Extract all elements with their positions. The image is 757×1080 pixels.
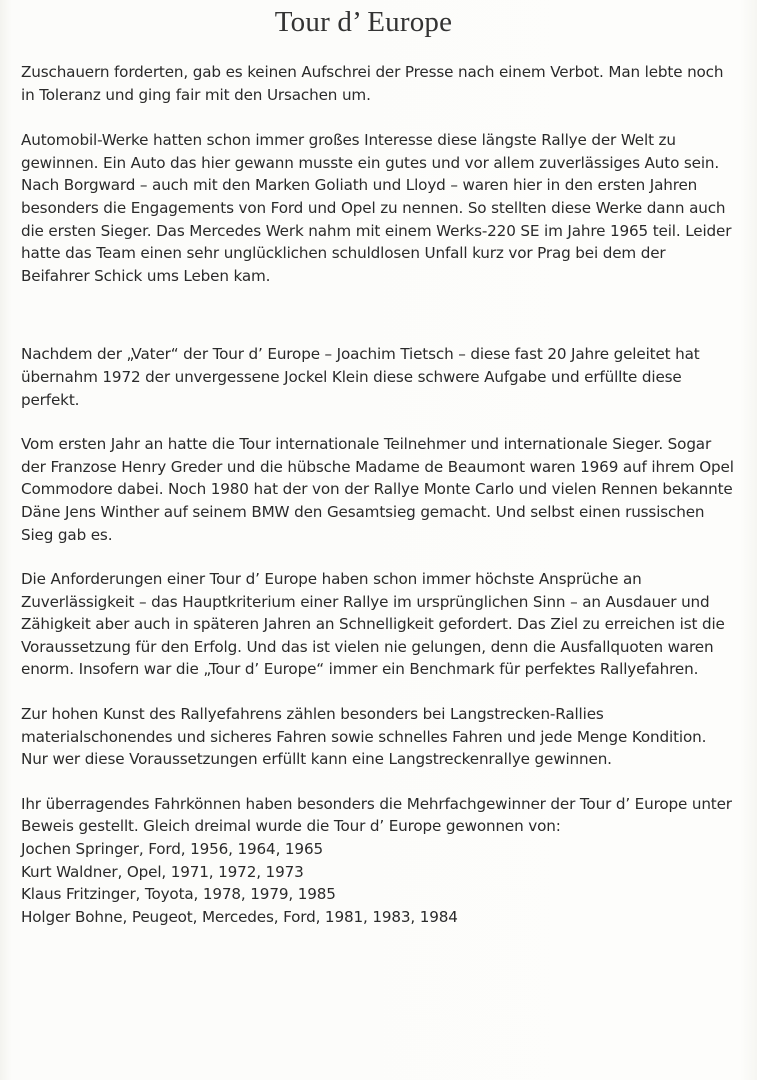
paragraph-7: Ihr überragendes Fahrkönnen haben besonders die Mehrfachgewinner der Tour d’ Europe unter Beweis gestellt. Gleich dreimal wurde die Tour d’ Europe gewonnen von: xyxy=(21,794,732,836)
list-item: Kurt Waldner, Opel, 1971, 1972, 1973 xyxy=(21,862,304,881)
paragraph-6: Zur hohen Kunst des Rallyefahrens zählen besonders bei Langstrecken-Rallies materialschonendes und sicheres Fahren sowie schnelles Fahren und jede Menge Kondition. Nur wer diese Voraussetzungen erfüllt kann eine Langstreckenrallye gewinnen. xyxy=(21,705,707,769)
paragraph-3: Nachdem der „Vater“ der Tour d’ Europe – Joachim Tietsch – diese fast 20 Jahre geleitet hat übernahm 1972 der unvergessene Jockel Klein diese schwere Aufgabe und erfüllte diese perfekt. xyxy=(21,345,700,409)
document-title: Tour d’ Europe xyxy=(274,6,453,38)
paragraph-1: Zuschauern forderten, gab es keinen Aufschrei der Presse nach einem Verbot. Man lebte noch in Toleranz und ging fair mit den Ursachen um. xyxy=(21,63,724,104)
list-item: Holger Bohne, Peugeot, Mercedes, Ford, 1981, 1983, 1984 xyxy=(21,907,458,926)
paragraph-4: Vom ersten Jahr an hatte die Tour internationale Teilnehmer und internationale Sieger. Sogar der Franzose Henry Greder und die hübsche Madame de Beaumont waren 1969 auf ihrem Opel Commodore dabei. Noch 1980 hat der von der Rallye Monte Carlo und vielen Rennen bekannte Däne Jens Winther auf seinem BMW den Gesamtsieg gemacht. Und selbst einen russischen Sieg gab es. xyxy=(21,435,734,544)
winners-list xyxy=(21,838,736,928)
paragraph-5: Die Anforderungen einer Tour d’ Europe haben schon immer höchste Ansprüche an Zuverlässigkeit – das Hauptkriterium einer Rallye im ursprünglichen Sinn – an Ausdauer und Zähigkeit aber auch in späteren Jahren an Schnelligkeit gefordert. Das Ziel zu erreichen ist die Voraussetzung für den Erfolg. Und das ist vielen nie gelungen, denn die Ausfallquoten waren enorm. Insofern war die „Tour d’ Europe“ immer ein Benchmark für perfektes Rallyefahren. xyxy=(21,570,725,679)
list-item: Jochen Springer, Ford, 1956, 1964, 1965 xyxy=(21,840,323,859)
list-item: Klaus Fritzinger, Toyota, 1978, 1979, 1985 xyxy=(21,885,336,904)
paragraph-2: Automobil-Werke hatten schon immer großes Interesse diese längste Rallye der Welt zu gewinnen. Ein Auto das hier gewann musste ein gutes und vor allem zuverlässiges Auto sein. Nach Borgward – auch mit den Marken Goliath und Lloyd – waren hier in den ersten Jahren besonders die Engagements von Ford und Opel zu nennen. So stellten diese Werke dann auch die ersten Sieger. Das Mercedes Werk nahm mit einem Werks-220 SE im Jahre 1965 teil. Leider hatte das Team einen sehr unglücklichen schuldlosen Unfall kurz vor Prag bei dem der Beifahrer Schick ums Leben kam. xyxy=(21,131,732,285)
document-body xyxy=(21,61,736,928)
